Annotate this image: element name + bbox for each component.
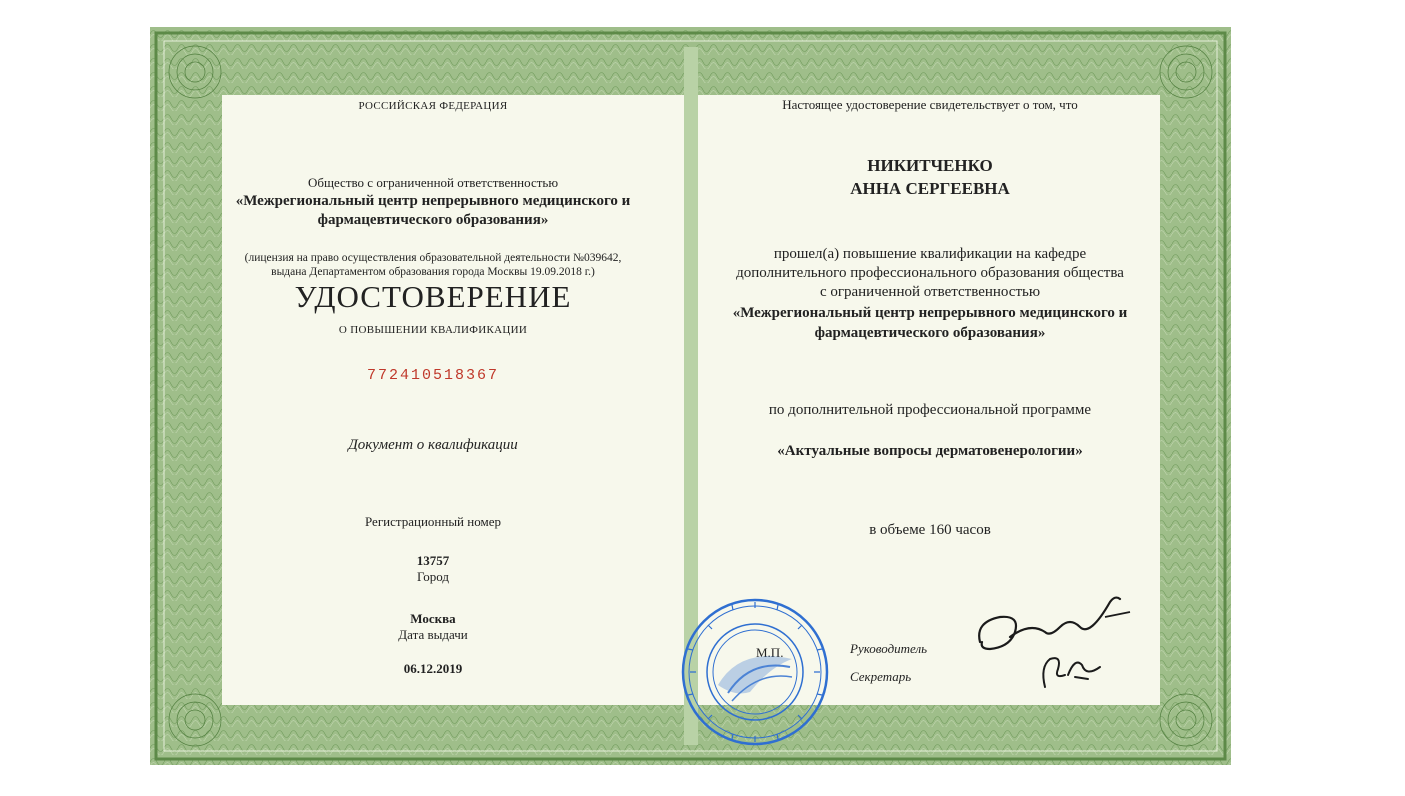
license-line2: выдана Департаментом образования города Москвы 19.09.2018 г.) [271, 266, 595, 278]
official-seal [680, 597, 830, 747]
head-label: Руководитель [850, 641, 928, 656]
signatures [970, 587, 1150, 697]
document-title: УДОСТОВЕРЕНИЕ [294, 279, 572, 314]
country-label: РОССИЙСКАЯ ФЕДЕРАЦИЯ [358, 100, 508, 112]
document-kind: Документ о квалификации [348, 437, 518, 453]
document-subtitle: О ПОВЫШЕНИИ КВАЛИФИКАЦИИ [338, 324, 528, 336]
org-type: Общество с ограниченной ответственностью [307, 175, 559, 190]
city-label: Город [416, 569, 450, 584]
certificate [150, 27, 1231, 765]
registration-number: 13757 [416, 553, 450, 568]
body-line3: с ограниченной ответственностью [819, 284, 1041, 300]
body-line2: дополнительного профессионального образования общества [736, 265, 1124, 281]
right-org-name-line2: фармацевтического образования» [814, 325, 1046, 341]
issue-date: 06.12.2019 [403, 661, 463, 676]
serial-number: 772410518367 [366, 367, 500, 384]
program-hours: в объеме 160 часов [869, 522, 991, 538]
body-line1: прошел(а) повышение квалификации на кафедре [773, 246, 1087, 262]
registration-label: Регистрационный номер [365, 514, 501, 529]
intro-text: Настоящее удостоверение свидетельствует о том, что [782, 97, 1078, 112]
secretary-label: Секретарь [850, 669, 912, 684]
city-value: Москва [410, 611, 456, 626]
license-line1: (лицензия на право осуществления образовательной деятельности №039642, [244, 252, 622, 264]
org-name-line2: фармацевтического образования» [317, 212, 549, 228]
right-org-name-line1: «Межрегиональный центр непрерывного медицинского и [732, 305, 1128, 321]
holder-surname: НИКИТЧЕНКО [867, 156, 993, 175]
program-intro: по дополнительной профессиональной программе [768, 402, 1092, 418]
issue-date-label: Дата выдачи [398, 627, 468, 642]
org-name-line1: «Межрегиональный центр непрерывного медицинского и [235, 193, 631, 209]
program-name: «Актуальные вопросы дерматовенерологии» [777, 443, 1083, 459]
holder-given-names: АННА СЕРГЕЕВНА [850, 179, 1010, 198]
seal-place-label: М.П. [756, 645, 784, 660]
